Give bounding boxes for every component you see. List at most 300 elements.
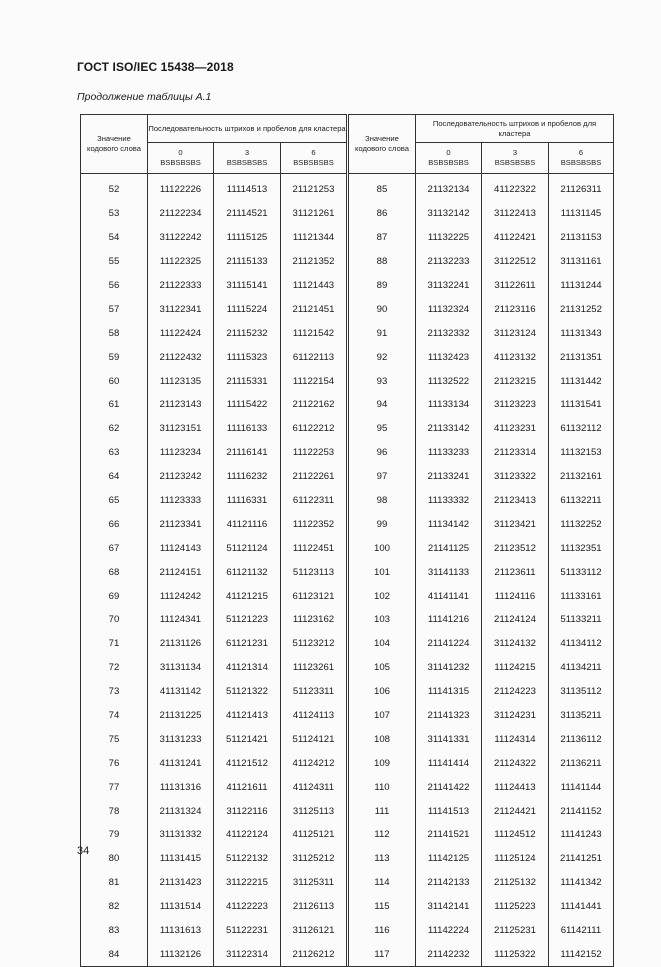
codeword-value: 70 xyxy=(81,608,148,632)
cluster-0-sequence: 21141224 xyxy=(416,632,482,656)
cluster-3-sequence: 41121116 xyxy=(214,512,281,536)
cluster-3-sequence: 11124413 xyxy=(482,775,549,799)
cluster-0-sequence: 11141216 xyxy=(416,608,482,632)
document-header: ГОСТ ISO/IEC 15438—2018 xyxy=(77,60,234,74)
cluster-6-sequence: 21141152 xyxy=(549,799,614,823)
cluster-0-sequence: 31142141 xyxy=(416,895,482,919)
cluster-3-sequence: 21123413 xyxy=(482,489,549,513)
codeword-value: 107 xyxy=(349,704,416,728)
codeword-value: 76 xyxy=(81,751,148,775)
cluster-6-sequence: 11122253 xyxy=(281,441,347,465)
cluster-6-sequence: 31121261 xyxy=(281,202,347,226)
cluster-3-sequence: 21124124 xyxy=(482,608,549,632)
cluster-0-sequence: 31132142 xyxy=(416,202,482,226)
header-cluster-0: 0 BSBSBSBS xyxy=(416,143,482,174)
cluster-3-sequence: 11124314 xyxy=(482,727,549,751)
header-sequence: Последовательность штрихов и пробелов для кластера xyxy=(148,115,347,143)
table-row xyxy=(81,417,614,441)
cluster-0-sequence: 31131134 xyxy=(148,656,214,680)
cluster-0-sequence: 21131225 xyxy=(148,704,214,728)
table-row xyxy=(81,512,614,536)
codeword-value: 69 xyxy=(81,584,148,608)
table-row xyxy=(81,943,614,967)
header-sequence: Последовательность штрихов и пробелов для кластера xyxy=(416,115,614,143)
cluster-6-sequence: 21141251 xyxy=(549,847,614,871)
cluster-0-sequence: 11132423 xyxy=(416,345,482,369)
cluster-3-sequence: 31122512 xyxy=(482,250,549,274)
table-row xyxy=(81,680,614,704)
codeword-value: 67 xyxy=(81,536,148,560)
cluster-6-sequence: 61122212 xyxy=(281,417,347,441)
cluster-3-sequence: 41121512 xyxy=(214,751,281,775)
cluster-3-sequence: 31124231 xyxy=(482,704,549,728)
codeword-value: 94 xyxy=(349,393,416,417)
cluster-3-sequence: 31123421 xyxy=(482,512,549,536)
cluster-3-sequence: 31122314 xyxy=(214,943,281,967)
codeword-value: 72 xyxy=(81,656,148,680)
table-row xyxy=(81,560,614,584)
cluster-3-sequence: 21123611 xyxy=(482,560,549,584)
cluster-0-sequence: 21141521 xyxy=(416,823,482,847)
cluster-6-sequence: 21131351 xyxy=(549,345,614,369)
cluster-6-sequence: 21131153 xyxy=(549,226,614,250)
cluster-3-sequence: 21123512 xyxy=(482,536,549,560)
cluster-0-sequence: 11131316 xyxy=(148,775,214,799)
codeword-value: 115 xyxy=(349,895,416,919)
cluster-0-sequence: 31131332 xyxy=(148,823,214,847)
cluster-6-sequence: 11122352 xyxy=(281,512,347,536)
cluster-6-sequence: 41134211 xyxy=(549,656,614,680)
cluster-3-sequence: 21125231 xyxy=(482,919,549,943)
cluster-6-sequence: 11123261 xyxy=(281,656,347,680)
codeword-value: 92 xyxy=(349,345,416,369)
codeword-value: 87 xyxy=(349,226,416,250)
cluster-6-sequence: 11121443 xyxy=(281,274,347,298)
cluster-6-sequence: 31135112 xyxy=(549,680,614,704)
table-caption: Продолжение таблицы А.1 xyxy=(77,91,212,103)
cluster-0-sequence: 11142125 xyxy=(416,847,482,871)
cluster-6-sequence: 11142152 xyxy=(549,943,614,967)
codeword-value: 68 xyxy=(81,560,148,584)
cluster-0-sequence: 11134142 xyxy=(416,512,482,536)
cluster-0-sequence: 21124151 xyxy=(148,560,214,584)
cluster-0-sequence: 31141331 xyxy=(416,727,482,751)
cluster-0-sequence: 11132126 xyxy=(148,943,214,967)
codeword-value: 110 xyxy=(349,775,416,799)
cluster-3-sequence: 11125223 xyxy=(482,895,549,919)
cluster-6-sequence: 51123311 xyxy=(281,680,347,704)
table-row xyxy=(81,608,614,632)
cluster-3-sequence: 21124421 xyxy=(482,799,549,823)
codeword-value: 89 xyxy=(349,274,416,298)
cluster-3-sequence: 51122132 xyxy=(214,847,281,871)
cluster-0-sequence: 11132225 xyxy=(416,226,482,250)
cluster-6-sequence: 41124212 xyxy=(281,751,347,775)
codeword-value: 97 xyxy=(349,465,416,489)
cluster-3-sequence: 21116141 xyxy=(214,441,281,465)
cluster-0-sequence: 11131514 xyxy=(148,895,214,919)
table-row xyxy=(81,274,614,298)
codeword-value: 82 xyxy=(81,895,148,919)
cluster-6-sequence: 31135211 xyxy=(549,704,614,728)
cluster-6-sequence: 21126212 xyxy=(281,943,347,967)
cluster-6-sequence: 21132161 xyxy=(549,465,614,489)
codeword-value: 99 xyxy=(349,512,416,536)
cluster-0-sequence: 21131126 xyxy=(148,632,214,656)
codeword-value: 80 xyxy=(81,847,148,871)
table-row xyxy=(81,871,614,895)
cluster-6-sequence: 51133211 xyxy=(549,608,614,632)
header-cluster-3: 3 BSBSBSBS xyxy=(482,143,549,174)
cluster-6-sequence: 21136112 xyxy=(549,727,614,751)
cluster-6-sequence: 31126121 xyxy=(281,919,347,943)
cluster-3-sequence: 11115422 xyxy=(214,393,281,417)
table-row xyxy=(81,441,614,465)
cluster-3-sequence: 11124215 xyxy=(482,656,549,680)
table-row xyxy=(81,321,614,345)
cluster-6-sequence: 21122261 xyxy=(281,465,347,489)
cluster-3-sequence: 41121611 xyxy=(214,775,281,799)
cluster-3-sequence: 41123231 xyxy=(482,417,549,441)
table-row xyxy=(81,369,614,393)
cluster-0-sequence: 21132233 xyxy=(416,250,482,274)
cluster-6-sequence: 11122154 xyxy=(281,369,347,393)
cluster-3-sequence: 31123322 xyxy=(482,465,549,489)
cluster-0-sequence: 21132134 xyxy=(416,178,482,202)
cluster-3-sequence: 41122124 xyxy=(214,823,281,847)
cluster-0-sequence: 11141414 xyxy=(416,751,482,775)
cluster-6-sequence: 41134112 xyxy=(549,632,614,656)
codeword-value: 63 xyxy=(81,441,148,465)
cluster-6-sequence: 21126311 xyxy=(549,178,614,202)
codeword-value: 103 xyxy=(349,608,416,632)
table-row xyxy=(81,226,614,250)
cluster-6-sequence: 11121344 xyxy=(281,226,347,250)
cluster-0-sequence: 31131233 xyxy=(148,727,214,751)
cluster-3-sequence: 11124116 xyxy=(482,584,549,608)
cluster-0-sequence: 21141323 xyxy=(416,704,482,728)
cluster-0-sequence: 21141422 xyxy=(416,775,482,799)
cluster-6-sequence: 61132211 xyxy=(549,489,614,513)
codeword-value: 71 xyxy=(81,632,148,656)
cluster-0-sequence: 21133142 xyxy=(416,417,482,441)
cluster-0-sequence: 31122242 xyxy=(148,226,214,250)
cluster-6-sequence: 51133112 xyxy=(549,560,614,584)
codeword-value: 86 xyxy=(349,202,416,226)
cluster-3-sequence: 11125124 xyxy=(482,847,549,871)
cluster-3-sequence: 51121124 xyxy=(214,536,281,560)
header-codeword-value: Значение кодового слова xyxy=(81,115,148,174)
cluster-0-sequence: 11132324 xyxy=(416,297,482,321)
cluster-3-sequence: 41121215 xyxy=(214,584,281,608)
cluster-3-sequence: 21115232 xyxy=(214,321,281,345)
codeword-value: 64 xyxy=(81,465,148,489)
codeword-value: 102 xyxy=(349,584,416,608)
cluster-0-sequence: 11122424 xyxy=(148,321,214,345)
cluster-0-sequence: 11141513 xyxy=(416,799,482,823)
codeword-value: 58 xyxy=(81,321,148,345)
codeword-value: 113 xyxy=(349,847,416,871)
codeword-value: 83 xyxy=(81,919,148,943)
cluster-6-sequence: 21122162 xyxy=(281,393,347,417)
cluster-6-sequence: 11133161 xyxy=(549,584,614,608)
codeword-value: 117 xyxy=(349,943,416,967)
cluster-3-sequence: 11125322 xyxy=(482,943,549,967)
codeword-value: 101 xyxy=(349,560,416,584)
cluster-6-sequence: 11131244 xyxy=(549,274,614,298)
cluster-3-sequence: 21124322 xyxy=(482,751,549,775)
table-row xyxy=(81,823,614,847)
cluster-6-sequence: 11132153 xyxy=(549,441,614,465)
codeword-value: 108 xyxy=(349,727,416,751)
cluster-6-sequence: 21136211 xyxy=(549,751,614,775)
cluster-6-sequence: 41125121 xyxy=(281,823,347,847)
codeword-value: 95 xyxy=(349,417,416,441)
codeword-value: 65 xyxy=(81,489,148,513)
cluster-3-sequence: 21123314 xyxy=(482,441,549,465)
cluster-6-sequence: 11123162 xyxy=(281,608,347,632)
cluster-3-sequence: 11116133 xyxy=(214,417,281,441)
cluster-3-sequence: 41123132 xyxy=(482,345,549,369)
table-row xyxy=(81,536,614,560)
cluster-3-sequence: 11114513 xyxy=(214,178,281,202)
cluster-0-sequence: 21123341 xyxy=(148,512,214,536)
cluster-0-sequence: 11132522 xyxy=(416,369,482,393)
codeword-value: 55 xyxy=(81,250,148,274)
cluster-0-sequence: 31123151 xyxy=(148,417,214,441)
cluster-0-sequence: 11124242 xyxy=(148,584,214,608)
cluster-6-sequence: 11131442 xyxy=(549,369,614,393)
table-row xyxy=(81,895,614,919)
cluster-0-sequence: 21142232 xyxy=(416,943,482,967)
cluster-0-sequence: 21133241 xyxy=(416,465,482,489)
codeword-value: 59 xyxy=(81,345,148,369)
codeword-value: 112 xyxy=(349,823,416,847)
codeword-value: 54 xyxy=(81,226,148,250)
header-cluster-0: 0 BSBSBSBS xyxy=(148,143,214,174)
codeword-value: 85 xyxy=(349,178,416,202)
codeword-value: 116 xyxy=(349,919,416,943)
codeword-value: 60 xyxy=(81,369,148,393)
cluster-3-sequence: 61121231 xyxy=(214,632,281,656)
cluster-0-sequence: 11122226 xyxy=(148,178,214,202)
codeword-value: 100 xyxy=(349,536,416,560)
cluster-6-sequence: 31125311 xyxy=(281,871,347,895)
cluster-6-sequence: 21131252 xyxy=(549,297,614,321)
cluster-0-sequence: 11131613 xyxy=(148,919,214,943)
cluster-3-sequence: 41121413 xyxy=(214,704,281,728)
cluster-6-sequence: 11131541 xyxy=(549,393,614,417)
cluster-6-sequence: 61142111 xyxy=(549,919,614,943)
cluster-6-sequence: 11131145 xyxy=(549,202,614,226)
codeword-value: 74 xyxy=(81,704,148,728)
codeword-value: 98 xyxy=(349,489,416,513)
cluster-3-sequence: 41122223 xyxy=(214,895,281,919)
codeword-value: 90 xyxy=(349,297,416,321)
cluster-6-sequence: 21121253 xyxy=(281,178,347,202)
cluster-6-sequence: 51123113 xyxy=(281,560,347,584)
cluster-3-sequence: 41122421 xyxy=(482,226,549,250)
cluster-3-sequence: 21115331 xyxy=(214,369,281,393)
cluster-0-sequence: 21122333 xyxy=(148,274,214,298)
cluster-0-sequence: 11141315 xyxy=(416,680,482,704)
codeword-table xyxy=(80,114,614,967)
cluster-0-sequence: 11123234 xyxy=(148,441,214,465)
cluster-6-sequence: 61123121 xyxy=(281,584,347,608)
cluster-3-sequence: 21123215 xyxy=(482,369,549,393)
codeword-value: 111 xyxy=(349,799,416,823)
cluster-3-sequence: 11115224 xyxy=(214,297,281,321)
codeword-value: 75 xyxy=(81,727,148,751)
cluster-6-sequence: 41124311 xyxy=(281,775,347,799)
table-row xyxy=(81,847,614,871)
cluster-3-sequence: 31115141 xyxy=(214,274,281,298)
cluster-0-sequence: 41131241 xyxy=(148,751,214,775)
cluster-0-sequence: 41141141 xyxy=(416,584,482,608)
cluster-3-sequence: 31123124 xyxy=(482,321,549,345)
codeword-value: 78 xyxy=(81,799,148,823)
cluster-3-sequence: 31123223 xyxy=(482,393,549,417)
cluster-0-sequence: 31141133 xyxy=(416,560,482,584)
cluster-3-sequence: 11116331 xyxy=(214,489,281,513)
cluster-0-sequence: 11131415 xyxy=(148,847,214,871)
cluster-0-sequence: 11124143 xyxy=(148,536,214,560)
codeword-value: 105 xyxy=(349,656,416,680)
cluster-3-sequence: 51121421 xyxy=(214,727,281,751)
cluster-0-sequence: 11124341 xyxy=(148,608,214,632)
cluster-6-sequence: 61132112 xyxy=(549,417,614,441)
cluster-6-sequence: 31125212 xyxy=(281,847,347,871)
cluster-6-sequence: 41124113 xyxy=(281,704,347,728)
cluster-0-sequence: 21131423 xyxy=(148,871,214,895)
table-row xyxy=(81,465,614,489)
cluster-3-sequence: 51121223 xyxy=(214,608,281,632)
cluster-0-sequence: 11123135 xyxy=(148,369,214,393)
table-row xyxy=(81,202,614,226)
cluster-6-sequence: 11141441 xyxy=(549,895,614,919)
codeword-value: 62 xyxy=(81,417,148,441)
cluster-0-sequence: 41131142 xyxy=(148,680,214,704)
cluster-0-sequence: 11142224 xyxy=(416,919,482,943)
table-row xyxy=(81,775,614,799)
cluster-6-sequence: 11122451 xyxy=(281,536,347,560)
cluster-6-sequence: 31125113 xyxy=(281,799,347,823)
cluster-6-sequence: 11141144 xyxy=(549,775,614,799)
codeword-value: 84 xyxy=(81,943,148,967)
header-codeword-value: Значение кодового слова xyxy=(349,115,416,174)
table-row xyxy=(81,751,614,775)
cluster-6-sequence: 61122311 xyxy=(281,489,347,513)
cluster-3-sequence: 41122322 xyxy=(482,178,549,202)
codeword-value: 93 xyxy=(349,369,416,393)
table-row xyxy=(81,727,614,751)
cluster-6-sequence: 51124121 xyxy=(281,727,347,751)
codeword-value: 77 xyxy=(81,775,148,799)
codeword-value: 114 xyxy=(349,871,416,895)
cluster-0-sequence: 11122325 xyxy=(148,250,214,274)
table-row xyxy=(81,632,614,656)
cluster-0-sequence: 21132332 xyxy=(416,321,482,345)
cluster-0-sequence: 11133233 xyxy=(416,441,482,465)
cluster-6-sequence: 21126113 xyxy=(281,895,347,919)
cluster-3-sequence: 11115323 xyxy=(214,345,281,369)
cluster-3-sequence: 41121314 xyxy=(214,656,281,680)
cluster-3-sequence: 31122215 xyxy=(214,871,281,895)
cluster-3-sequence: 11116232 xyxy=(214,465,281,489)
codeword-value: 109 xyxy=(349,751,416,775)
header-cluster-3: 3 BSBSBSBS xyxy=(214,143,281,174)
cluster-0-sequence: 21123242 xyxy=(148,465,214,489)
codeword-value: 57 xyxy=(81,297,148,321)
codeword-value: 91 xyxy=(349,321,416,345)
table-row xyxy=(81,489,614,513)
codeword-value: 79 xyxy=(81,823,148,847)
table-row xyxy=(81,250,614,274)
table-row xyxy=(81,656,614,680)
cluster-0-sequence: 31122341 xyxy=(148,297,214,321)
cluster-0-sequence: 11133134 xyxy=(416,393,482,417)
cluster-0-sequence: 21142133 xyxy=(416,871,482,895)
table-row xyxy=(81,704,614,728)
table-row xyxy=(81,584,614,608)
codeword-value: 104 xyxy=(349,632,416,656)
codeword-value: 52 xyxy=(81,178,148,202)
codeword-value: 96 xyxy=(349,441,416,465)
cluster-3-sequence: 31122413 xyxy=(482,202,549,226)
cluster-3-sequence: 21124223 xyxy=(482,680,549,704)
cluster-0-sequence: 31141232 xyxy=(416,656,482,680)
cluster-6-sequence: 21121352 xyxy=(281,250,347,274)
codeword-value: 73 xyxy=(81,680,148,704)
cluster-3-sequence: 21125132 xyxy=(482,871,549,895)
codeword-value: 56 xyxy=(81,274,148,298)
cluster-6-sequence: 21121451 xyxy=(281,297,347,321)
table-row xyxy=(81,919,614,943)
cluster-3-sequence: 51121322 xyxy=(214,680,281,704)
cluster-6-sequence: 11141243 xyxy=(549,823,614,847)
table-row xyxy=(81,393,614,417)
header-cluster-6: 6 BSBSBSBS xyxy=(281,143,347,174)
header-cluster-6: 6 BSBSBSBS xyxy=(549,143,614,174)
cluster-6-sequence: 51123212 xyxy=(281,632,347,656)
codeword-value: 106 xyxy=(349,680,416,704)
cluster-0-sequence: 21131324 xyxy=(148,799,214,823)
cluster-6-sequence: 11132351 xyxy=(549,536,614,560)
cluster-6-sequence: 11132252 xyxy=(549,512,614,536)
cluster-0-sequence: 21123143 xyxy=(148,393,214,417)
page-number: 34 xyxy=(77,845,90,857)
table-row xyxy=(81,178,614,202)
cluster-6-sequence: 11121542 xyxy=(281,321,347,345)
cluster-6-sequence: 61122113 xyxy=(281,345,347,369)
codeword-value: 66 xyxy=(81,512,148,536)
cluster-6-sequence: 11131343 xyxy=(549,321,614,345)
cluster-0-sequence: 21141125 xyxy=(416,536,482,560)
cluster-3-sequence: 21115133 xyxy=(214,250,281,274)
cluster-3-sequence: 11124512 xyxy=(482,823,549,847)
table-row xyxy=(81,297,614,321)
cluster-3-sequence: 61121132 xyxy=(214,560,281,584)
codeword-value: 61 xyxy=(81,393,148,417)
cluster-0-sequence: 31132241 xyxy=(416,274,482,298)
cluster-3-sequence: 11115125 xyxy=(214,226,281,250)
cluster-3-sequence: 21123116 xyxy=(482,297,549,321)
cluster-3-sequence: 31122116 xyxy=(214,799,281,823)
table-row xyxy=(81,799,614,823)
cluster-0-sequence: 11123333 xyxy=(148,489,214,513)
cluster-6-sequence: 31131161 xyxy=(549,250,614,274)
table-row xyxy=(81,345,614,369)
